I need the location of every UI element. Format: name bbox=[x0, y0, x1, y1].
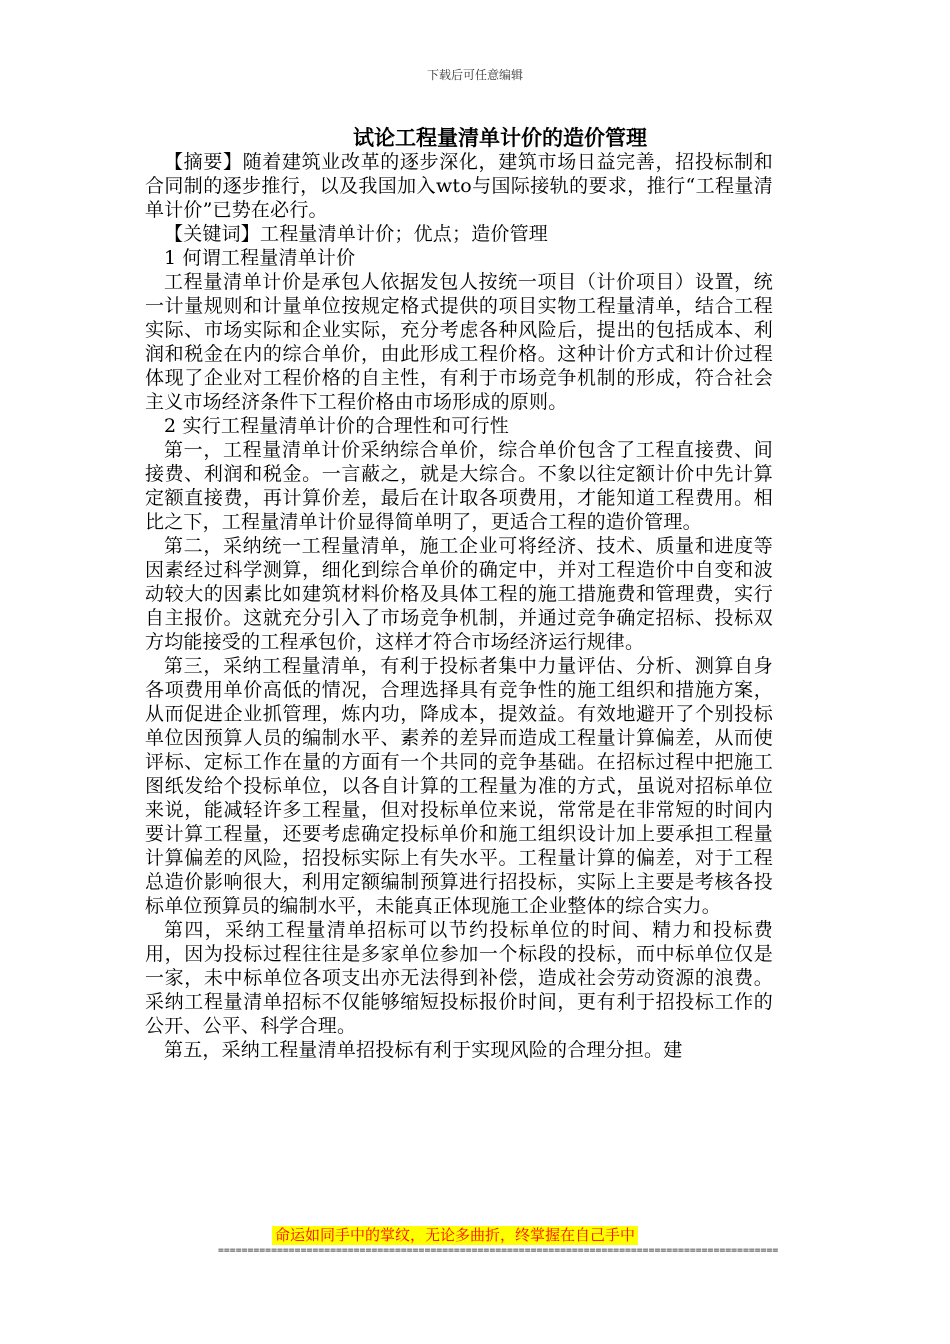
body-paragraph: 第四，采纳工程量清单招标可以节约投标单位的时间、精力和投标费用，因为投标过程往往是多家单位参加一个标段的投标，而中标单位仅是一家，未中标单位各项支出亦无法得到补偿，造成社会劳动资源的浪费。采纳工程量清单招标不仅能够缩短投标报价时间，更有利于招投标工作的公开、公平、科学合理。 bbox=[145, 919, 773, 1037]
abstract-paragraph: 【摘要】随着建筑业改革的逐步深化，建筑市场日益完善，招投标制和合同制的逐步推行，以及我国加入wto与国际接轨的要求，推行“工程量清单计价”已势在必行。 bbox=[145, 151, 773, 221]
document-body bbox=[145, 150, 773, 1062]
document-title: 试论工程量清单计价的造价管理 bbox=[353, 125, 647, 150]
keywords-paragraph: 【关键词】工程量清单计价；优点；造价管理 bbox=[164, 223, 549, 245]
body-paragraph: 工程量清单计价是承包人依据发包人按统一项目（计价项目）设置，统一计量规则和计量单位按规定格式提供的项目实物工程量清单，结合工程实际、市场实际和企业实际，充分考虑各种风险后，提出的包括成本、利润和税金在内的综合单价，由此形成工程价格。这种计价方式和计价过程体现了企业对工程价格的自主性，有利于市场竞争机制的形成，符合社会主义市场经济条件下工程价格由市场形成的原则。 bbox=[145, 271, 773, 413]
body-paragraph: 第三，采纳工程量清单，有利于投标者集中力量评估、分析、测算自身各项费用单价高低的情况，合理选择具有竞争性的施工组织和措施方案，从而促进企业抓管理，炼内功，降成本，提效益。有效地避开了个别投标单位因预算人员的编制水平、素养的差异而造成工程量计算偏差，从而使评标、定标工作在量的方面有一个共同的竞争基础。在招标过程中把施工图纸发给个投标单位，以各自计算的工程量为准的方式，虽说对招标单位来说，能减轻许多工程量，但对投标单位来说，常常是在非常短的时间内要计算工程量，还要考虑确定投标单价和施工组织设计加上要承担工程量计算偏差的风险，招投标实际上有失水平。工程量计算的偏差，对于工程总造价影响很大，利用定额编制预算进行招投标，实际上主要是考核各投标单位预算员的编制水平，未能真正体现施工企业整体的综合实力。 bbox=[145, 655, 773, 917]
section-heading-2: 2 实行工程量清单计价的合理性和可行性 bbox=[164, 415, 509, 437]
body-paragraph: 第一，工程量清单计价采纳综合单价，综合单价包含了工程直接费、间接费、利润和税金。一言蔽之，就是大综合。不象以往定额计价中先计算定额直接费，再计算价差，最后在计取各项费用，才能知道工程费用。相比之下，工程量清单计价显得简单明了，更适合工程的造价管理。 bbox=[145, 439, 773, 533]
body-paragraph: 第五，采纳工程量清单招投标有利于实现风险的合理分担。建 bbox=[164, 1039, 683, 1061]
footer-motto: 命运如同手中的掌纹，无论多曲折，终掌握在自己手中 bbox=[272, 1226, 638, 1245]
section-heading-1: 1 何谓工程量清单计价 bbox=[164, 247, 356, 269]
page-header-note: 下载后可任意编辑 bbox=[426, 68, 523, 82]
body-paragraph: 第二，采纳统一工程量清单，施工企业可将经济、技术、质量和进度等因素经过科学测算，细化到综合单价的确定中，并对工程造价中自变和波动较大的因素比如建筑材料价格及具体工程的施工措施费和管理费，实行自主报价。这就充分引入了市场竞争机制，并通过竞争确定招标、投标双方均能接受的工程承包价，这样才符合市场经济运行规律。 bbox=[145, 535, 773, 653]
footer-divider: =============================================================================================== bbox=[218, 1245, 779, 1256]
